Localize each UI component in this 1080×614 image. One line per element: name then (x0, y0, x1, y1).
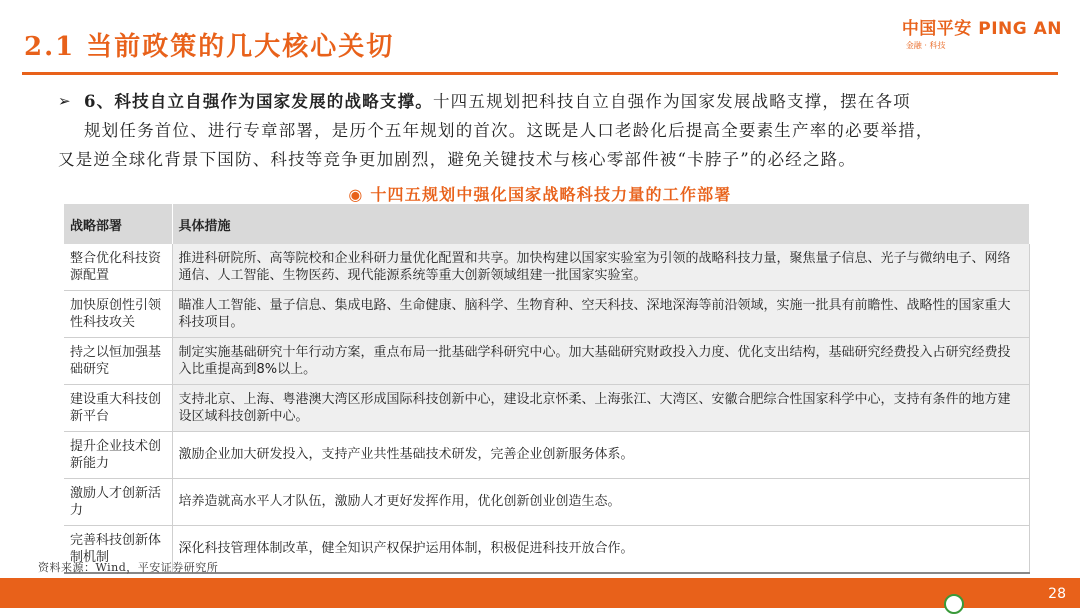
strategy-cell: 激励人才创新活力 (64, 479, 172, 526)
table-header-row (64, 204, 1030, 244)
table-row (64, 385, 1030, 432)
column-header-measures: 具体措施 (172, 204, 1030, 244)
measure-cell: 培养造就高水平人才队伍，激励人才更好发挥作用，优化创新创业创造生态。 (172, 479, 1030, 526)
intro-paragraph (58, 87, 1043, 174)
footer-bar (0, 578, 1080, 608)
title-divider (22, 72, 1058, 75)
measure-cell: 制定实施基础研究十年行动方案，重点布局一批基础学科研究中心。加大基础研究财政投入力度、优化支出结构，基础研究经费投入占研究经费投入比重提高到8%以上。 (172, 338, 1030, 385)
table-row (64, 244, 1030, 291)
table-row (64, 291, 1030, 338)
logo-text: 中国平安 PING AN (901, 19, 1062, 39)
paragraph-line-1: 十四五规划把科技自立自强作为国家发展战略支撑，摆在各项 (432, 92, 911, 111)
brand-logo (902, 14, 1062, 51)
table-title: ◉ 十四五规划中强化国家战略科技力量的工作部署 (348, 185, 732, 204)
table-row (64, 432, 1030, 479)
page-number: 28 (1048, 586, 1066, 602)
page-title: 2.1 当前政策的几大核心关切 (24, 32, 395, 62)
strategy-cell: 整合优化科技资源配置 (64, 244, 172, 291)
strategy-cell: 加快原创性引领性科技攻关 (64, 291, 172, 338)
table-row (64, 479, 1030, 526)
column-header-strategy: 战略部署 (64, 204, 172, 244)
measure-cell: 瞄准人工智能、量子信息、集成电路、生命健康、脑科学、生物育种、空天科技、深地深海等前沿领域，实施一批具有前瞻性、战略性的国家重大科技项目。 (172, 291, 1030, 338)
logo-tagline: 金融 · 科技 (905, 41, 946, 50)
strategy-cell: 完善科技创新体制机制 (64, 526, 172, 574)
measure-cell: 激励企业加大研发投入，支持产业共性基础技术研发，完善企业创新服务体系。 (172, 432, 1030, 479)
strategy-cell: 提升企业技术创新能力 (64, 432, 172, 479)
paragraph-line-2: 规划任务首位、进行专章部署，是历个五年规划的首次。这既是人口老龄化后提高全要素生产率的必要举措， (84, 121, 934, 140)
measure-cell: 深化科技管理体制改革，健全知识产权保护运用体制，积极促进科技开放合作。 (172, 526, 1030, 574)
measure-cell: 支持北京、上海、粤港澳大湾区形成国际科技创新中心，建设北京怀柔、上海张江、大湾区、安徽合肥综合性国家科学中心，支持有条件的地方建设区域科技创新中心。 (172, 385, 1030, 432)
decorative-circle-icon (944, 594, 964, 614)
table-row (64, 338, 1030, 385)
bullet-arrow-icon: ➢ (58, 92, 72, 110)
strategy-cell: 建设重大科技创新平台 (64, 385, 172, 432)
strategy-cell: 持之以恒加强基础研究 (64, 338, 172, 385)
strategy-table (64, 204, 1030, 574)
source-note: 资料来源：Wind，平安证券研究所 (38, 561, 219, 574)
measure-cell: 推进科研院所、高等院校和企业科研力量优化配置和共享。加快构建以国家实验室为引领的战略科技力量，聚焦量子信息、光子与微纳电子、网络通信、人工智能、生物医药、现代能源系统等重大创新领域组建一批国家实验室。 (172, 244, 1030, 291)
paragraph-line-3: 又是逆全球化背景下国防、科技等竞争更加剧烈，避免关键技术与核心零部件被“卡脖子”的必经之路。 (58, 150, 857, 169)
paragraph-lead: 6、科技自立自强作为国家发展的战略支撑。 (84, 92, 433, 111)
